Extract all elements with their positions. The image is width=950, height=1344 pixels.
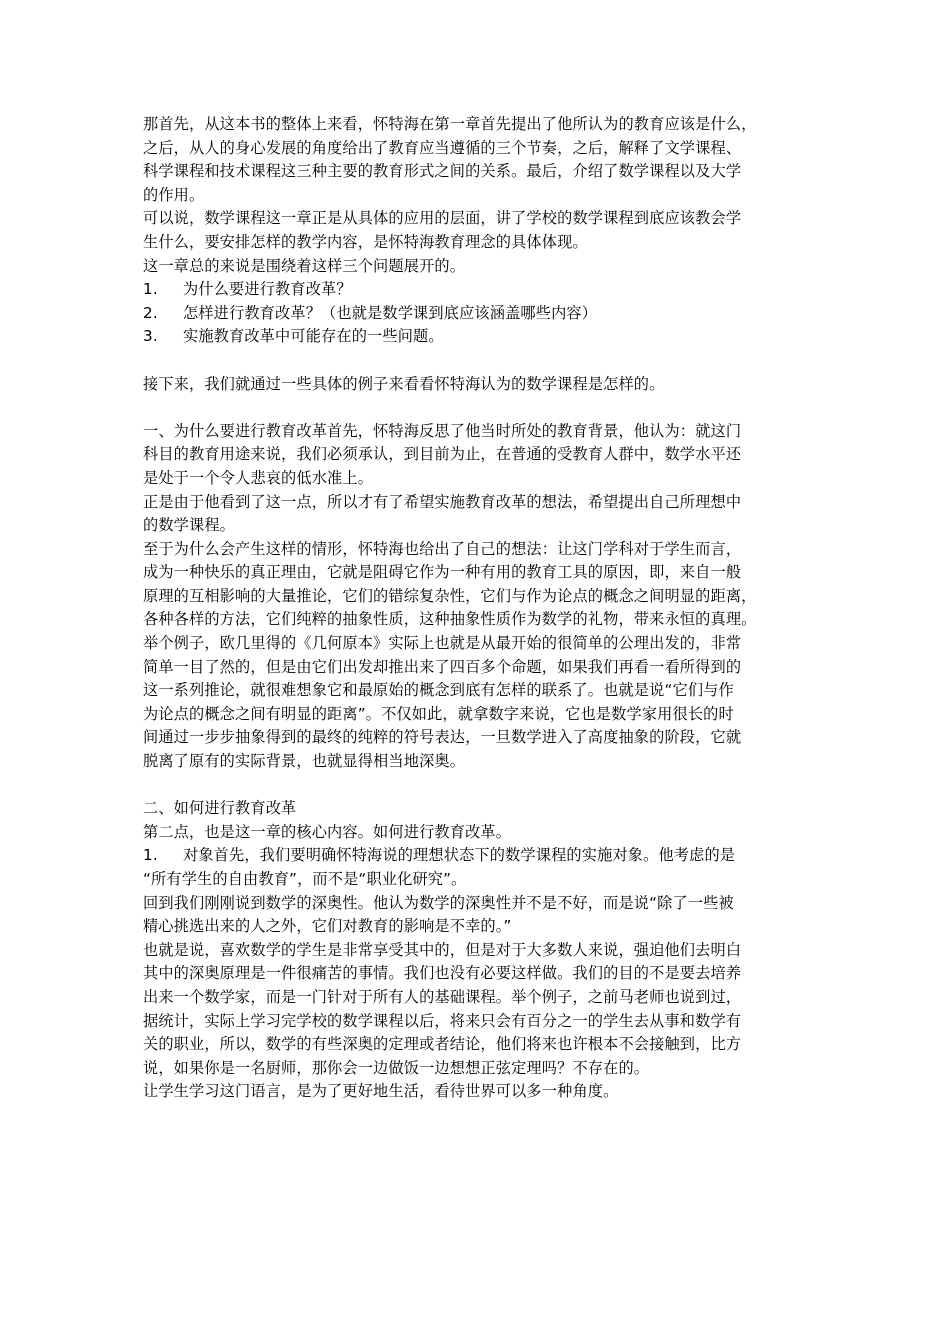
paragraph-line: 之后，从人的身心发展的角度给出了教育应当遵循的三个节奏，之后，解释了文学课程、 [143,138,742,157]
paragraph-line: 让学生学习这门语言，是为了更好地生活，看待世界可以多一种角度。 [143,1082,619,1101]
paragraph-line: 说，如果你是一名厨师，那你会一边做饭一边想想正弦定理吗？不存在的。 [143,1058,650,1077]
paragraph-line: 正是由于他看到了这一点，所以才有了希望实施教育改革的想法，希望提出自己所理想中 [143,492,742,511]
point-item [143,844,833,868]
paragraph-line: 这一系列推论，就很难想象它和最原始的概念到底有怎样的联系了。也就是说“它们与作 [143,681,734,700]
paragraph-line: 科目的教育用途来说，我们必须承认，到目前为止，在普通的受教育人群中，数学水平还 [143,445,742,464]
paragraph-line: 的数学课程。 [143,516,236,535]
paragraph-line: 各种各样的方法，它们纯粹的抽象性质，这种抽象性质作为数学的礼物，带来永恒的真理。 [143,610,757,629]
spacer [143,349,833,373]
paragraph-line: 生什么，要安排怎样的教学内容，是怀特海教育理念的具体体现。 [143,232,588,251]
list-number: 1. [143,846,158,865]
paragraph-line: 简单一目了然的，但是由它们出发却推出来了四百多个命题，如果我们再看一看所得到的 [143,657,742,676]
paragraph-line: 科学课程和技术课程这三种主要的教育形式之间的关系。最后，介绍了数学课程以及大学 [143,162,742,181]
spacer [143,396,833,420]
paragraph-line: 是处于一个令人悲哀的低水准上。 [143,468,374,487]
paragraph-line: 出来一个数学家，而是一门针对于所有人的基础课程。举个例子，之前马老师也说到过， [143,987,742,1006]
section-two-heading: 二、如何进行教育改革 [143,799,297,818]
paragraph-line: 间通过一步步抽象得到的最终的纯粹的符号表达，一旦数学进入了高度抽象的阶段，它就 [143,728,742,747]
list-number: 3. [143,327,158,346]
paragraph-line: 这一章总的来说是围绕着这样三个问题展开的。 [143,256,466,275]
paragraph-line: 举个例子，欧几里得的《几何原本》实际上也就是从最开始的很简单的公理出发的，非常 [143,634,742,653]
paragraph-line: 原理的互相影响的大量推论，它们的错综复杂性，它们与作为论点的概念之间明显的距离， [143,586,757,605]
list-text: 为什么要进行教育改革？ [183,280,352,299]
paragraph-line: 据统计，实际上学习完学校的数学课程以后，将来只会有百分之一的学生去从事和数学有 [143,1011,742,1030]
paragraph-line: 脱离了原有的实际背景，也就显得相当地深奥。 [143,752,466,771]
section-one-heading-line: 一、为什么要进行教育改革首先，怀特海反思了他当时所处的教育背景，他认为：就这门 [143,421,742,440]
transition-line: 接下来，我们就通过一些具体的例子来看看怀特海认为的数学课程是怎样的。 [143,374,665,393]
question-item [143,278,833,302]
list-text: 怎样进行教育改革？（也就是数学课到底应该涵盖哪些内容） [183,303,598,322]
list-number: 2. [143,303,158,322]
document-body [143,113,833,1104]
paragraph-line: “所有学生的自由教育”，而不是“职业化研究”。 [143,870,467,888]
paragraph-line: 那首先，从这本书的整体上来看，怀特海在第一章首先提出了他所认为的教育应该是什么， [143,115,757,133]
paragraph-line: 精心挑选出来的人之外，它们对教育的影响是不幸的。” [143,917,512,936]
paragraph-line: 成为一种快乐的真正理由，它就是阻碍它作为一种有用的教育工具的原因，即，来自一般 [143,563,742,582]
list-text: 对象首先，我们要明确怀特海说的理想状态下的数学课程的实施对象。他考虑的是 [183,846,736,865]
paragraph-line: 回到我们刚刚说到数学的深奥性。他认为数学的深奥性并不是不好，而是说“除了一些被 [143,893,734,912]
paragraph-line: 可以说，数学课程这一章正是从具体的应用的层面，讲了学校的数学课程到底应该教会学 [143,209,742,228]
paragraph-line: 为论点的概念之间有明显的距离”。不仅如此，就拿数字来说，它也是数学家用很长的时 [143,704,734,723]
question-item [143,302,833,326]
question-item [143,325,833,349]
paragraph-line: 第二点，也是这一章的核心内容。如何进行教育改革。 [143,822,512,841]
list-text: 实施教育改革中可能存在的一些问题。 [183,327,444,346]
paragraph-line: 至于为什么会产生这样的情形，怀特海也给出了自己的想法：让这门学科对于学生而言， [143,539,742,558]
paragraph-line: 的作用。 [143,185,205,204]
list-number: 1. [143,280,158,299]
paragraph-line: 也就是说，喜欢数学的学生是非常享受其中的，但是对于大多数人来说，强迫他们去明白 [143,940,742,959]
paragraph-line: 其中的深奥原理是一件很痛苦的事情。我们也没有必要这样做。我们的目的不是要去培养 [143,964,742,983]
spacer [143,774,833,798]
paragraph-line: 关的职业，所以，数学的有些深奥的定理或者结论，他们将来也许根本不会接触到，比方 [143,1035,742,1054]
